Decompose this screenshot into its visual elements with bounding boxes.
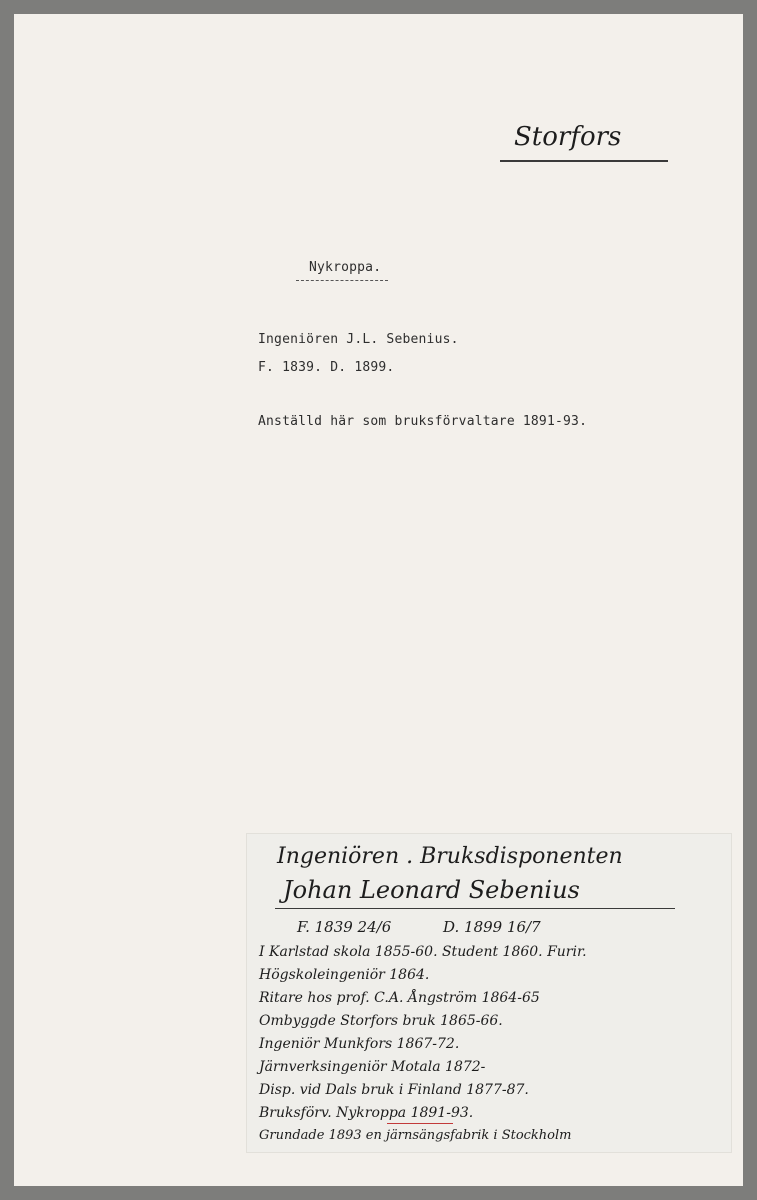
card-title-line1: Ingeniören . Bruksdisponenten [277,844,623,869]
card-entry: Disp. vid Dals bruk i Finland 1877-87. [259,1082,529,1098]
biographical-card [247,834,731,1152]
estate-underline [296,280,388,282]
card-entry: Grundade 1893 en järnsängsfabrik i Stockholm [259,1128,572,1143]
card-death: D. 1899 16/7 [443,918,541,936]
employment-note: Anställd här som bruksförvaltare 1891-93. [258,414,588,429]
card-entry: Ingeniör Munkfors 1867-72. [259,1036,460,1052]
place-heading-underline [500,160,668,162]
card-title-underline [275,908,675,909]
card-entry: Bruksförv. Nykroppa 1891-93. [259,1105,474,1121]
red-underline [387,1123,453,1124]
card-entry: Ombyggde Storfors bruk 1865-66. [259,1013,503,1029]
card-entry: I Karlstad skola 1855-60. Student 1860. Furir. [259,944,587,960]
person-name: Ingeniören J.L. Sebenius. [258,332,459,347]
place-heading: Storfors [514,122,622,152]
card-entry: Järnverksingeniör Motala 1872- [259,1059,486,1075]
card-birth: F. 1839 24/6 [297,918,392,936]
estate-heading: Nykroppa. [309,260,382,275]
card-entry: Ritare hos prof. C.A. Ångström 1864-65 [259,990,540,1006]
document-page [14,14,743,1186]
life-dates: F. 1839. D. 1899. [258,360,395,375]
card-entry: Högskoleingeniör 1864. [259,967,430,983]
card-title-line2: Johan Leonard Sebenius [283,876,580,904]
